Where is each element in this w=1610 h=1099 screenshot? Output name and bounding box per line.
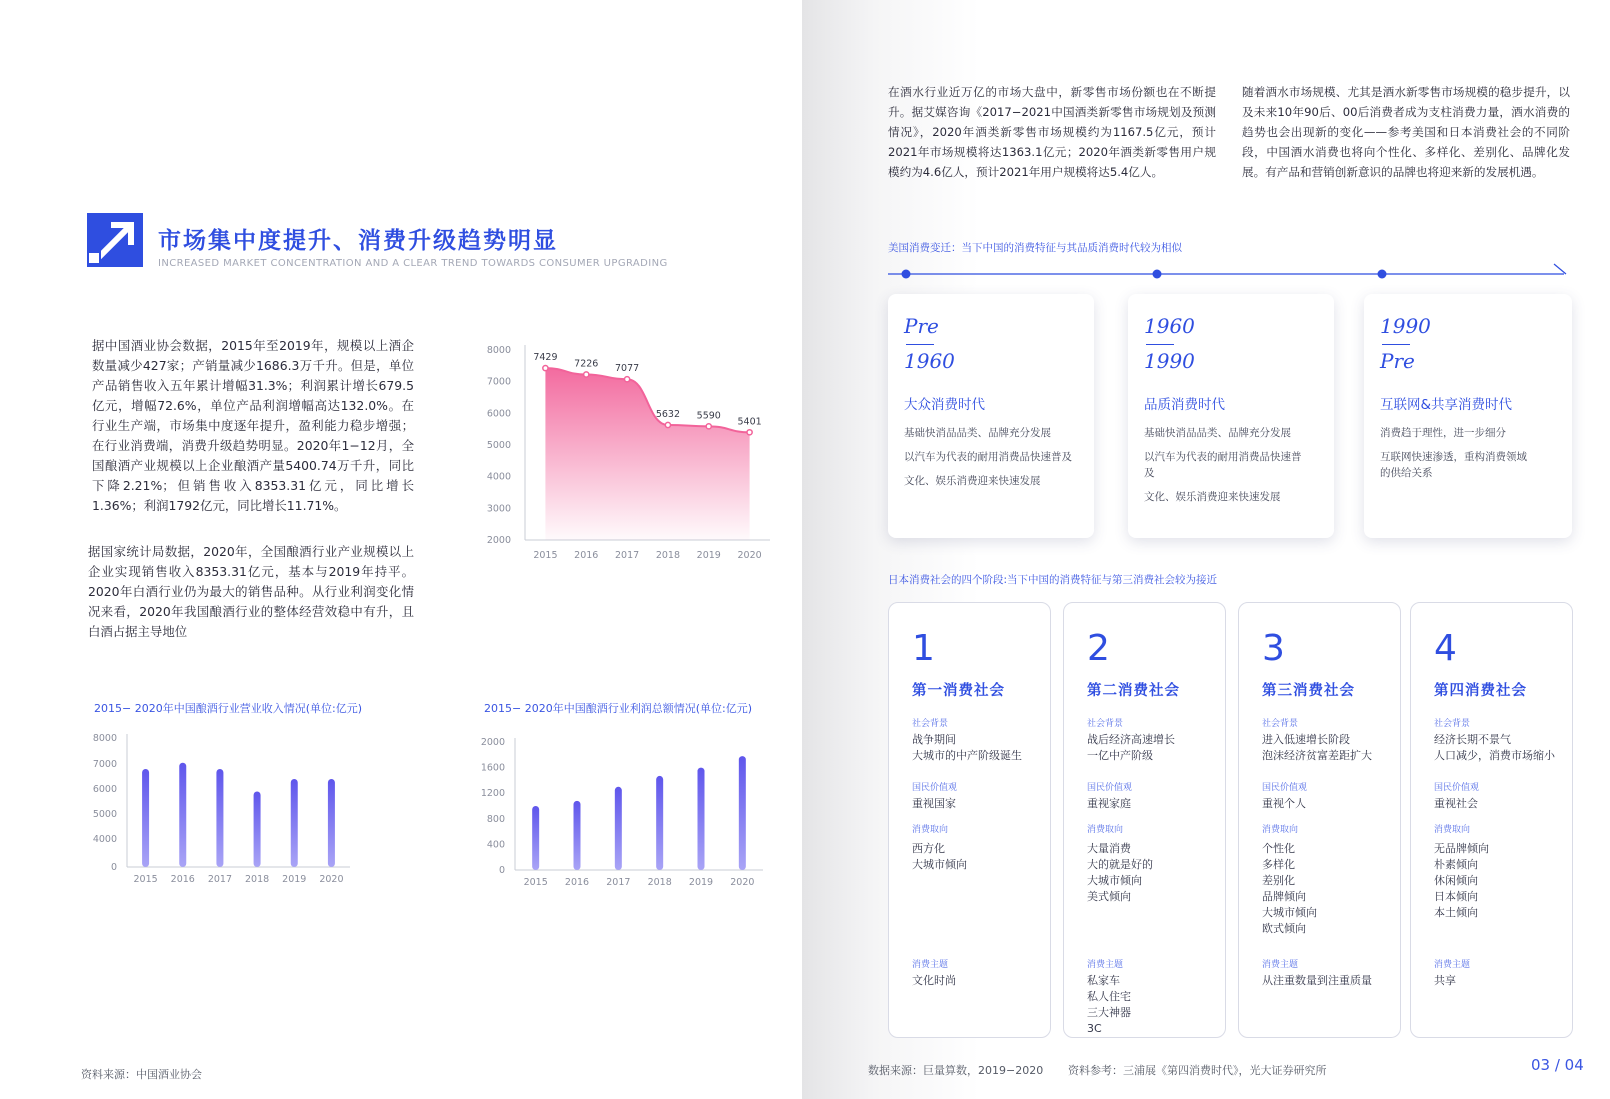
era-to: 1960 <box>904 349 955 373</box>
era-from: 1960 <box>1144 314 1195 338</box>
us-timeline <box>888 262 1572 286</box>
x-tick-label: 2017 <box>614 550 640 561</box>
era-item: 基础快消品品类、品牌充分发展 <box>904 427 1051 439</box>
stage-values: 重视个人 <box>1262 797 1306 810</box>
era-card <box>1364 294 1572 538</box>
data-point <box>584 372 589 377</box>
era-name: 互联网&共享消费时代 <box>1380 397 1513 413</box>
data-point <box>747 430 752 435</box>
y-tick-label: 8000 <box>92 733 117 744</box>
stage-card <box>1238 602 1401 1038</box>
stage-label: 社会背景 <box>1262 719 1299 729</box>
stage-name: 第四消费社会 <box>1434 683 1527 699</box>
data-point <box>543 365 548 370</box>
data-label: 5401 <box>737 416 762 428</box>
stage-background: 经济长期不景气 人口减少，消费市场缩小 <box>1434 733 1555 762</box>
bar <box>532 806 539 870</box>
stage-values: 重视社会 <box>1434 797 1478 810</box>
stage-orientation: 西方化 大城市倾向 <box>912 842 967 871</box>
stage-label: 消费取向 <box>912 825 949 835</box>
era-from: Pre <box>904 314 939 338</box>
x-tick-label: 2016 <box>564 877 590 887</box>
timeline-dot <box>1378 270 1387 279</box>
stage-orientation: 个性化 多样化 差别化 品牌倾向 大城市倾向 欧式倾向 <box>1262 842 1317 935</box>
stage-label: 消费取向 <box>1087 825 1124 835</box>
y-tick-label: 6000 <box>486 408 511 420</box>
page-title: 市场集中度提升、消费升级趋势明显 <box>158 228 558 254</box>
bar <box>698 768 705 870</box>
data-source-note: 数据来源：巨量算数，2019−2020 <box>868 1064 1044 1077</box>
stage-label: 社会背景 <box>1434 719 1471 729</box>
stage-values: 重视国家 <box>912 797 956 810</box>
bar <box>216 769 223 867</box>
stage-number: 2 <box>1087 628 1110 669</box>
y-tick-label: 800 <box>486 813 505 825</box>
reference-note: 资料参考：三浦展《第四消费时代》，光大证券研究所 <box>1068 1064 1327 1077</box>
era-divider <box>906 344 934 345</box>
x-tick-label: 2017 <box>207 874 233 885</box>
x-tick-label: 2017 <box>606 877 631 887</box>
stage-number: 3 <box>1262 628 1285 669</box>
stage-label: 消费取向 <box>1262 825 1299 835</box>
revenue-bar-chart <box>85 722 355 887</box>
era-item: 文化、娱乐消费迎来快速发展 <box>904 475 1041 487</box>
data-point <box>665 422 670 427</box>
y-tick-label: 1600 <box>480 762 505 774</box>
jp-section-label: 日本消费社会的四个阶段:当下中国的消费特征与第三消费社会较为接近 <box>888 574 1218 586</box>
y-tick-label: 4000 <box>486 471 511 483</box>
x-tick-label: 2019 <box>282 874 307 885</box>
era-from: 1990 <box>1380 314 1431 338</box>
y-tick-label: 5000 <box>92 809 117 820</box>
stage-name: 第二消费社会 <box>1087 683 1180 699</box>
era-item: 消费趋于理性，进一步细分 <box>1380 427 1506 439</box>
profit-chart-title: 2015− 2020年中国酿酒行业利润总额情况(单位:亿元) <box>484 702 752 715</box>
y-tick-label: 8000 <box>486 345 511 356</box>
stage-number: 1 <box>912 628 935 669</box>
data-label: 7226 <box>574 358 599 370</box>
stage-label: 消费主题 <box>1262 960 1299 970</box>
right-paragraph-1: 在酒水行业近万亿的市场大盘中，新零售市场份额也在不断提升。据艾媒咨询《2017−2021中国酒类新零售市场规划及预测情况》，2020年酒类新零售市场规模约为1167.5亿元，预计2021年市场规模将达1363.1亿元；2020年酒类新零售用户规模约为4.6亿人，预计2021年用户规模将达5.4亿人。 <box>888 85 1216 179</box>
era-name: 品质消费时代 <box>1144 397 1225 413</box>
data-point <box>624 377 629 382</box>
y-tick-label: 4000 <box>92 834 117 845</box>
x-tick-label: 2020 <box>730 877 755 887</box>
stage-background: 战争期间 大城市的中产阶级诞生 <box>912 733 1022 762</box>
stage-theme: 私家车 私人住宅 三大神器 3C <box>1087 974 1131 1035</box>
bar <box>291 779 298 867</box>
y-tick-label: 2000 <box>486 535 511 546</box>
stage-values: 重视家庭 <box>1087 797 1131 810</box>
page-subtitle-en: INCREASED MARKET CONCENTRATION AND A CLEAR TREND TOWARDS CONSUMER UPGRADING <box>158 258 668 269</box>
x-tick-label: 2018 <box>244 874 270 885</box>
stage-background: 进入低速增长阶段 泡沫经济贫富差距扩大 <box>1262 733 1372 762</box>
x-tick-label: 2015 <box>533 550 558 561</box>
x-tick-label: 2020 <box>319 874 344 885</box>
stage-theme: 文化时尚 <box>912 974 956 987</box>
x-tick-label: 2016 <box>574 550 599 561</box>
y-tick-label: 400 <box>486 839 505 851</box>
bar <box>739 756 746 870</box>
era-card <box>888 294 1094 538</box>
y-tick-label: 7000 <box>92 759 117 770</box>
x-tick-label: 2019 <box>688 877 714 887</box>
stage-label: 消费主题 <box>912 960 949 970</box>
output-area-chart <box>470 330 790 575</box>
stage-card <box>1410 602 1573 1038</box>
stage-name: 第一消费社会 <box>912 683 1005 699</box>
y-tick-label: 1200 <box>480 788 505 800</box>
stage-label: 社会背景 <box>912 719 949 729</box>
bar <box>615 787 622 870</box>
data-point <box>706 424 711 429</box>
x-tick-label: 2020 <box>737 550 762 561</box>
x-tick-label: 2018 <box>647 877 672 887</box>
era-item: 文化、娱乐消费迎来快速发展 <box>1144 491 1281 503</box>
data-label: 7429 <box>533 352 558 364</box>
stage-card <box>888 602 1051 1038</box>
x-tick-label: 2015 <box>523 877 548 887</box>
bar <box>179 763 186 867</box>
trend-arrow-icon <box>87 213 143 267</box>
stage-theme: 从注重数量到注重质量 <box>1262 974 1372 987</box>
era-item: 互联网快速渗透，重构消费领域的供给关系 <box>1380 451 1527 479</box>
stage-card <box>1063 602 1226 1038</box>
y-tick-label: 2000 <box>480 737 505 748</box>
era-divider <box>1146 344 1174 345</box>
stage-label: 国民价值观 <box>912 783 958 793</box>
era-divider <box>1382 344 1410 345</box>
data-label: 5590 <box>696 410 721 422</box>
timeline-dot <box>902 270 911 279</box>
page-number: 03 / 04 <box>1531 1056 1584 1074</box>
stage-theme: 共享 <box>1434 974 1456 987</box>
x-tick-label: 2015 <box>133 874 158 885</box>
stage-label: 社会背景 <box>1087 719 1124 729</box>
area-fill <box>545 368 749 540</box>
x-tick-label: 2019 <box>696 550 721 561</box>
stage-number: 4 <box>1434 628 1457 669</box>
era-to: Pre <box>1380 349 1415 373</box>
bar <box>574 801 581 870</box>
stage-orientation: 大量消费 大的就是好的 大城市倾向 美式倾向 <box>1087 842 1153 903</box>
x-tick-label: 2016 <box>170 874 195 885</box>
bar <box>656 776 663 870</box>
stage-orientation: 无品牌倾向 朴素倾向 休闲倾向 日本倾向 本土倾向 <box>1434 842 1489 919</box>
era-item: 以汽车为代表的耐用消费品快速普及 <box>904 451 1072 463</box>
stage-name: 第三消费社会 <box>1262 683 1355 699</box>
stage-label: 国民价值观 <box>1434 783 1480 793</box>
revenue-chart-title: 2015− 2020年中国酿酒行业营业收入情况(单位:亿元) <box>94 702 362 715</box>
stage-label: 消费主题 <box>1087 960 1124 970</box>
y-tick-label: 0 <box>498 865 505 876</box>
left-paragraph-1: 据中国酒业协会数据，2015年至2019年，规模以上酒企数量减少427家；产销量减少1686.3万千升。但是，单位产品销售收入五年累计增幅31.3%；利润累计增长679.5亿元，增幅72.6%，单位产品利润增幅高达132.0%。在行业生产端，市场集中度逐年提升，盈利能力稳步增强；在行业消费端，消费升级趋势明显。2020年1−12月，全国酿酒产业规模以上企业酿酒产量5400.74万千升，同比下降2.21%；但销售收入8353.31亿元，同比增长1.36%；利润1792亿元，同比增长11.71%。 <box>92 338 414 513</box>
stage-label: 消费主题 <box>1434 960 1471 970</box>
us-section-label: 美国消费变迁：当下中国的消费特征与其品质消费时代较为相似 <box>888 242 1182 254</box>
era-card <box>1128 294 1334 538</box>
y-tick-label: 0 <box>110 862 117 873</box>
y-tick-label: 5000 <box>486 440 511 451</box>
stage-background: 战后经济高速增长 一亿中产阶级 <box>1087 733 1175 762</box>
stage-label: 国民价值观 <box>1087 783 1133 793</box>
bar <box>142 769 149 867</box>
timeline-dot <box>1153 270 1162 279</box>
left-source-note: 资料来源：中国酒业协会 <box>81 1068 202 1081</box>
bar <box>254 792 261 868</box>
data-label: 7077 <box>614 363 640 375</box>
bar <box>328 779 335 867</box>
data-label: 5632 <box>655 408 681 420</box>
left-paragraph-2: 据国家统计局数据，2020年，全国酿酒行业产业规模以上企业实现销售收入8353.31亿元，基本与2019年持平。2020年白酒行业仍为最大的销售品种。从行业利润变化情况来看，2020年我国酿酒行业的整体经营效稳中有升，且白酒占据主导地位 <box>88 544 414 639</box>
profit-bar-chart <box>475 726 770 887</box>
era-item: 以汽车为代表的耐用消费品快速普及 <box>1144 451 1302 479</box>
era-to: 1990 <box>1144 349 1195 373</box>
y-tick-label: 6000 <box>92 784 117 795</box>
y-tick-label: 7000 <box>486 376 511 388</box>
x-tick-label: 2018 <box>655 550 681 561</box>
stage-label: 消费取向 <box>1434 825 1471 835</box>
era-item: 基础快消品品类、品牌充分发展 <box>1144 427 1291 439</box>
right-paragraph-2: 随着酒水市场规模、尤其是酒水新零售市场规模的稳步提升，以及未来10年90后、00后消费者成为支柱消费力量，酒水消费的趋势也会出现新的变化——参考美国和日本消费社会的不同阶段，中国酒水消费也将向个性化、多样化、差别化、品牌化发展。有产品和营销创新意识的品牌也将迎来新的发展机遇。 <box>1242 85 1570 179</box>
era-name: 大众消费时代 <box>904 397 985 413</box>
stage-label: 国民价值观 <box>1262 783 1308 793</box>
y-tick-label: 3000 <box>486 503 511 515</box>
